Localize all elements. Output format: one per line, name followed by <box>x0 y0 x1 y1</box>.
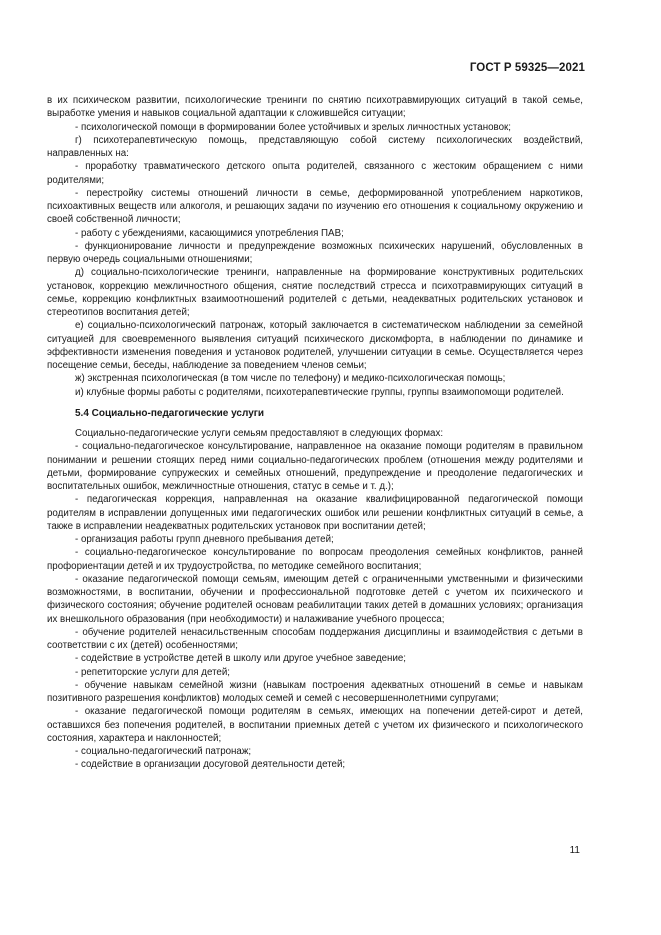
paragraph: е) социально-психологический патронаж, который заключается в систематическом наблюдении за семейной ситуацией для своевременного выявления ситуаций психического дискомфорта, в наблюдении по динамике и эффективности изменения поведения и установок родителей, улучшении ситуации в семье. Осуществляется через посещение семьи, беседы, наблюдение за поведением членов семьи; <box>47 320 583 371</box>
list-item: - организация работы групп дневного пребывания детей; <box>75 534 334 545</box>
paragraph: д) социально-психологические тренинги, направленные на формирование конструктивных родительских установок, коррекцию межличностного общения, снятие последствий стресса и психотравмирующих ситуаций в семье, коррекцию конфликтных взаимоотношений родителей с детьми, неадекватных родительских установок и стереотипов воспитания детей; <box>47 267 583 318</box>
list-item: - социально-педагогическое консультирование по вопросам преодоления семейных конфликтов, ранней профориентации детей и их трудоустройства, по методике семейного воспитания; <box>47 547 583 572</box>
document-body <box>47 94 583 772</box>
list-item: - работу с убеждениями, касающимися употребления ПАВ; <box>75 227 344 239</box>
paragraph: в их психическом развитии, психологические тренинги по снятию психотравмирующих ситуаций в такой семье, выработке умения и навыков социальной адаптации к сложившейся ситуации; <box>47 95 583 120</box>
paragraph: Социально-педагогические услуги семьям предоставляют в следующих формах: <box>75 428 444 439</box>
section-heading: 5.4 Социально-педагогические услуги <box>75 407 265 419</box>
paragraph: и) клубные формы работы с родителями, психотерапевтические группы, группы взаимопомощи родителей. <box>75 386 564 398</box>
list-item: - обучение родителей ненасильственным способам поддержания дисциплины и взаимодействия с детьми в соответствии с их (детей) особенностями; <box>47 626 583 651</box>
list-item: - психологической помощи в формировании более устойчивых и зрелых личностных установок; <box>75 121 511 133</box>
paragraph: ж) экстренная психологическая (в том числе по телефону) и медико-психологическая помощь; <box>75 373 506 385</box>
list-item: - социально-педагогический патронаж; <box>75 746 252 757</box>
list-item: - оказание педагогической помощи родителям в семьях, имеющих на попечении детей-сирот и детей, оставшихся без попечения родителей, в воспитании приемных детей с учетом их физического и психологического состояния, характера и наклонностей; <box>47 706 583 744</box>
list-item: - проработку травматического детского опыта родителей, связанного с жестоким обращением с ними родителями; <box>47 161 583 186</box>
list-item: - репетиторские услуги для детей; <box>75 666 231 678</box>
list-item: - оказание педагогической помощи семьям, имеющим детей с ограниченными умственными и физическими возможностями, в воспитании, обучении и профессиональной подготовке детей с учетом их психического и физического состояния; обучение родителей основам реабилитации таких детей в домашних условиях; организация их внешкольного образования (при необходимости) и налаживание учебного процесса; <box>47 573 583 625</box>
page-number: 11 <box>569 845 580 856</box>
standard-header: ГОСТ Р 59325—2021 <box>469 62 585 74</box>
list-item: - педагогическая коррекция, направленная на оказание квалифицированной педагогической помощи родителям в исправлении допущенных ими педагогических ошибок или решении конфликтных ситуаций в семье, а также в исправлении неадекватных родительских установок при воспитании детей; <box>47 494 583 532</box>
list-item: - перестройку системы отношений личности в семье, деформированной употреблением наркотиков, психоактивных веществ или алкоголя, и решающих задачи по изучению его отношения к социальному окружению и своей собственной личности; <box>47 187 583 226</box>
list-item: - содействие в организации досуговой деятельности детей; <box>75 759 346 771</box>
list-item: - социально-педагогическое консультирование, направленное на оказание помощи родителям в правильном понимании и решении стоящих перед ними социально-педагогических проблем (отношения между родителями и детьми, формирование супружеских и семейных отношений, предупреждение и преодоление педагогических и воспитательных ошибок, межличностные отношения, статус в семье и т. д.); <box>47 441 583 492</box>
list-item: - содействие в устройстве детей в школу или другое учебное заведение; <box>75 653 407 665</box>
list-item: - обучение навыкам семейной жизни (навыкам построения адекватных отношений в семье и навыкам позитивного разрешения конфликтов) молодых семей и семей с несовершеннолетними супругами; <box>47 679 583 704</box>
paragraph: г) психотерапевтическую помощь, представляющую собой систему психологических воздействий, направленных на: <box>47 134 583 159</box>
list-item: - функционирование личности и предупреждение возможных психических нарушений, обусловленных в первую очередь социальными отношениями; <box>47 240 583 265</box>
